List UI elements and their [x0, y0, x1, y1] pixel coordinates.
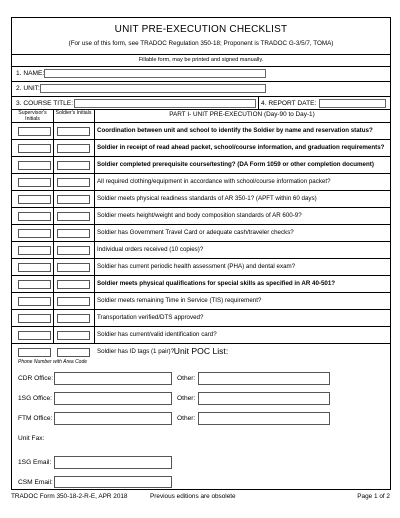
soldier-initials-field[interactable] — [57, 127, 90, 136]
soldier-initials-field[interactable] — [57, 195, 90, 204]
checklist-row — [12, 122, 390, 139]
checklist-row — [12, 190, 390, 207]
soldier-initials-field[interactable] — [57, 246, 90, 255]
ftm-office-label: FTM Office: — [18, 415, 53, 422]
checklist-row — [12, 326, 390, 343]
name-field[interactable] — [44, 69, 266, 78]
soldier-initials-field[interactable] — [57, 314, 90, 323]
supervisor-initials-field[interactable] — [18, 229, 51, 238]
unit-label: 2. UNIT: — [16, 85, 40, 92]
supervisor-initials-field[interactable] — [18, 144, 51, 153]
soldier-initials-field[interactable] — [57, 212, 90, 221]
supervisor-initials-field[interactable] — [18, 314, 51, 323]
soldier-initials-field[interactable] — [57, 331, 90, 340]
poc-title: Unit POC List: — [173, 346, 229, 356]
checklist-item-text: Soldier meets physical readiness standards of AR 350-1? (APFT within 60 days) — [97, 195, 317, 202]
soldier-initials-field[interactable] — [57, 280, 90, 289]
divider — [12, 96, 390, 97]
supervisor-initials-field[interactable] — [18, 195, 51, 204]
checklist-item-text: Soldier meets physical qualifications for special skills as specified in AR 40-501? — [97, 280, 336, 287]
isg-office-label: 1SG Office: — [18, 395, 52, 402]
cdr-other-field[interactable] — [198, 372, 330, 385]
soldier-initials-field[interactable] — [57, 297, 90, 306]
fillable-note: Fillable form, may be printed and signed manually. — [138, 57, 264, 63]
checklist-item-text: Individual orders received (10 copies)? — [97, 246, 204, 253]
phone-note: Phone Number with Area Code — [18, 359, 88, 365]
supervisor-initials-field[interactable] — [18, 212, 51, 221]
report-date-field[interactable] — [319, 99, 386, 108]
checklist-row — [12, 224, 390, 241]
ftm-office-field[interactable] — [54, 412, 172, 425]
editions-note: Previous editions are obsolete — [150, 493, 236, 500]
supervisor-initials-field[interactable] — [18, 297, 51, 306]
checklist-row — [12, 258, 390, 275]
checklist-item-text: Coordination between unit and school to identify the Soldier by name and reservation status? — [97, 127, 373, 134]
supervisor-initials-field[interactable] — [18, 178, 51, 187]
cdr-office-field[interactable] — [54, 372, 172, 385]
supervisor-initials-field[interactable] — [18, 263, 51, 272]
checklist-item-text: Soldier meets height/weight and body composition standards of AR 600-9? — [97, 212, 302, 219]
supervisor-initials-field[interactable] — [18, 246, 51, 255]
unit-fax-label: Unit Fax: — [18, 435, 45, 442]
course-title-label: 3. COURSE TITLE: — [16, 100, 74, 107]
checklist-item-text: Soldier has ID tags (1 pair)? — [97, 348, 175, 355]
checklist-row — [12, 275, 390, 292]
soldier-initials-field[interactable] — [57, 161, 90, 170]
csm-email-field[interactable] — [54, 476, 172, 488]
soldier-initials-field[interactable] — [57, 144, 90, 153]
isg-email-label: 1SG Email: — [18, 459, 52, 466]
checklist-item-text: Soldier has current periodic health assessment (PHA) and dental exam? — [97, 263, 296, 270]
checklist-item-text: Soldier has Government Travel Card or adequate cash/traveler checks? — [97, 229, 294, 236]
csm-email-label: CSM Email: — [18, 479, 53, 486]
soldier-initials-field[interactable] — [57, 178, 90, 187]
isg-email-field[interactable] — [54, 456, 172, 469]
page-number: Page 1 of 2 — [357, 493, 390, 500]
supervisor-initials-header: Supervisor's Initials — [18, 110, 47, 122]
divider — [12, 66, 390, 67]
unit-field[interactable] — [40, 84, 266, 93]
divider — [12, 343, 390, 344]
soldier-initials-header: Soldier's Initials — [55, 110, 92, 116]
soldier-initials-field[interactable] — [57, 229, 90, 238]
isg-office-field[interactable] — [54, 392, 172, 405]
form-title: UNIT PRE-EXECUTION CHECKLIST — [114, 24, 288, 35]
report-date-label: 4. REPORT DATE: — [261, 100, 317, 107]
checklist-row — [12, 156, 390, 173]
checklist-item-text: All required clothing/equipment in accordance with school/course information packet? — [97, 178, 331, 185]
ftm-other-field[interactable] — [198, 412, 330, 425]
checklist-item-text: Soldier meets remaining Time in Service (TIS) requirement? — [97, 297, 262, 304]
checklist-row — [12, 173, 390, 190]
cdr-office-label: CDR Office: — [18, 375, 54, 382]
isg-other-label: Other: — [177, 395, 196, 402]
part-header: PART I- UNIT PRE-EXECUTION (Day-90 to Day-1) — [169, 111, 315, 118]
checklist-row — [12, 139, 390, 156]
divider — [12, 81, 390, 82]
course-title-field[interactable] — [74, 99, 256, 108]
cdr-other-label: Other: — [177, 375, 196, 382]
checklist-item-text: Soldier completed prerequisite course/testing? (DA Form 1059 or other completion document) — [97, 161, 374, 168]
checklist-item-text: Soldier in receipt of read ahead packet, school/course information, and graduation requirements? — [97, 144, 385, 151]
divider — [258, 96, 259, 109]
ftm-other-label: Other: — [177, 415, 196, 422]
isg-other-field[interactable] — [198, 392, 330, 405]
soldier-initials-field[interactable] — [57, 263, 90, 272]
checklist-row — [12, 241, 390, 258]
name-label: 1. NAME: — [16, 70, 45, 77]
checklist-item-text: Transportation verified/DTS approved? — [97, 314, 204, 321]
divider — [12, 54, 390, 55]
supervisor-initials-field[interactable] — [18, 331, 51, 340]
checklist-form — [11, 17, 391, 490]
checklist-item-text: Soldier has current/valid identification card? — [97, 331, 217, 338]
checklist-row — [12, 309, 390, 326]
supervisor-initials-field[interactable] — [18, 280, 51, 289]
supervisor-initials-field[interactable] — [18, 127, 51, 136]
supervisor-initials-field[interactable] — [18, 161, 51, 170]
form-subtitle: (For use of this form, see TRADOC Regulation 350-18; Proponent is TRADOC G-3/5/7, TOMA) — [68, 40, 334, 47]
checklist-row — [12, 292, 390, 309]
checklist-row — [12, 207, 390, 224]
form-id: TRADOC Form 350-18-2-R-E, APR 2018 — [11, 493, 128, 500]
